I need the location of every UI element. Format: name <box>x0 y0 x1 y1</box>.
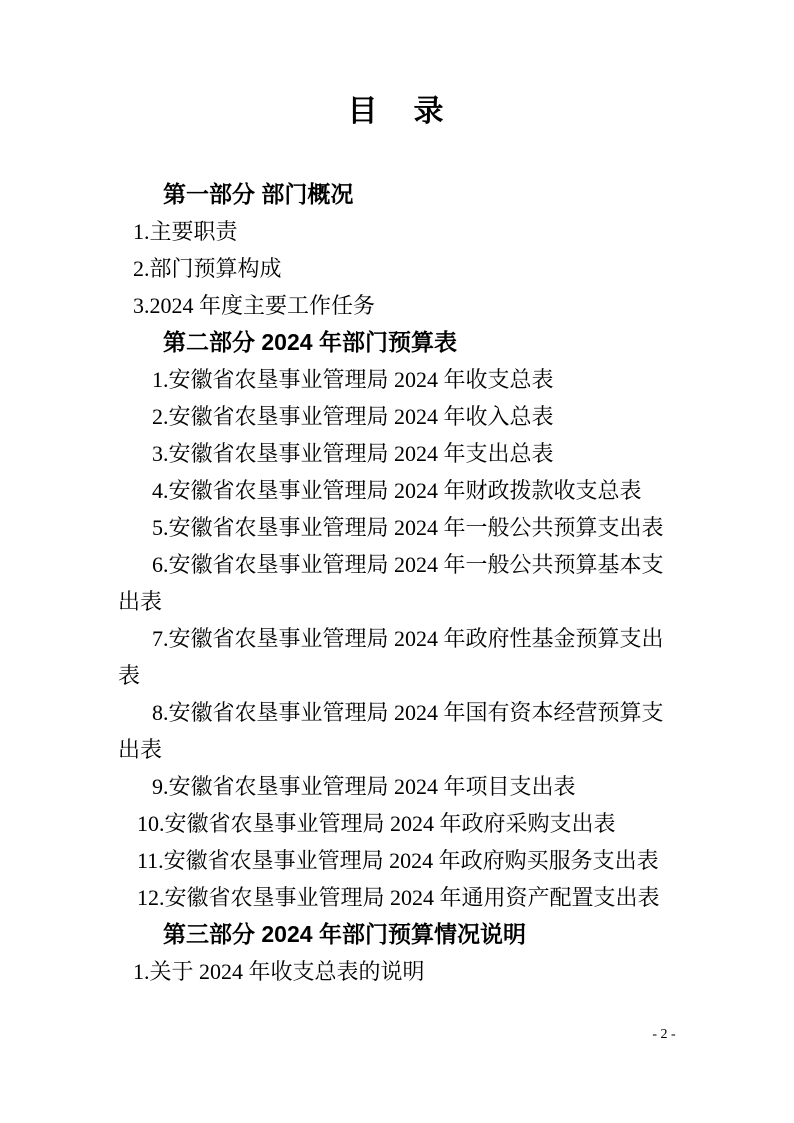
section-heading-2: 第二部分 2024 年部门预算表 <box>163 329 457 355</box>
section-heading-1: 第一部分 部门概况 <box>163 181 354 207</box>
toc-item: 1.安徽省农垦事业管理局 2024 年收支总表 <box>152 367 554 392</box>
toc-item: 1.关于 2024 年收支总表的说明 <box>133 959 425 984</box>
toc-item: 11.安徽省农垦事业管理局 2024 年政府购买服务支出表 <box>137 848 659 873</box>
doc-title: 目 录 <box>347 95 447 128</box>
toc-item: 10.安徽省农垦事业管理局 2024 年政府采购支出表 <box>137 811 616 836</box>
toc-item: 3.安徽省农垦事业管理局 2024 年支出总表 <box>152 441 554 466</box>
toc-item: 1.主要职责 <box>133 219 238 244</box>
toc-item: 8.安徽省农垦事业管理局 2024 年国有资本经营预算支出表 <box>118 700 664 762</box>
toc-item: 7.安徽省农垦事业管理局 2024 年政府性基金预算支出表 <box>118 626 664 688</box>
table-of-contents <box>118 176 683 990</box>
toc-item: 4.安徽省农垦事业管理局 2024 年财政拨款收支总表 <box>152 478 642 503</box>
toc-item: 9.安徽省农垦事业管理局 2024 年项目支出表 <box>152 774 576 799</box>
toc-item: 12.安徽省农垦事业管理局 2024 年通用资产配置支出表 <box>137 885 660 910</box>
toc-item: 2.部门预算构成 <box>133 256 282 281</box>
toc-item: 3.2024 年度主要工作任务 <box>133 293 376 318</box>
toc-item: 2.安徽省农垦事业管理局 2024 年收入总表 <box>152 404 554 429</box>
section-heading-3: 第三部分 2024 年部门预算情况说明 <box>163 921 526 947</box>
page-number: - 2 - <box>652 1027 676 1042</box>
toc-item: 6.安徽省农垦事业管理局 2024 年一般公共预算基本支出表 <box>118 552 664 614</box>
toc-item: 5.安徽省农垦事业管理局 2024 年一般公共预算支出表 <box>152 515 664 540</box>
